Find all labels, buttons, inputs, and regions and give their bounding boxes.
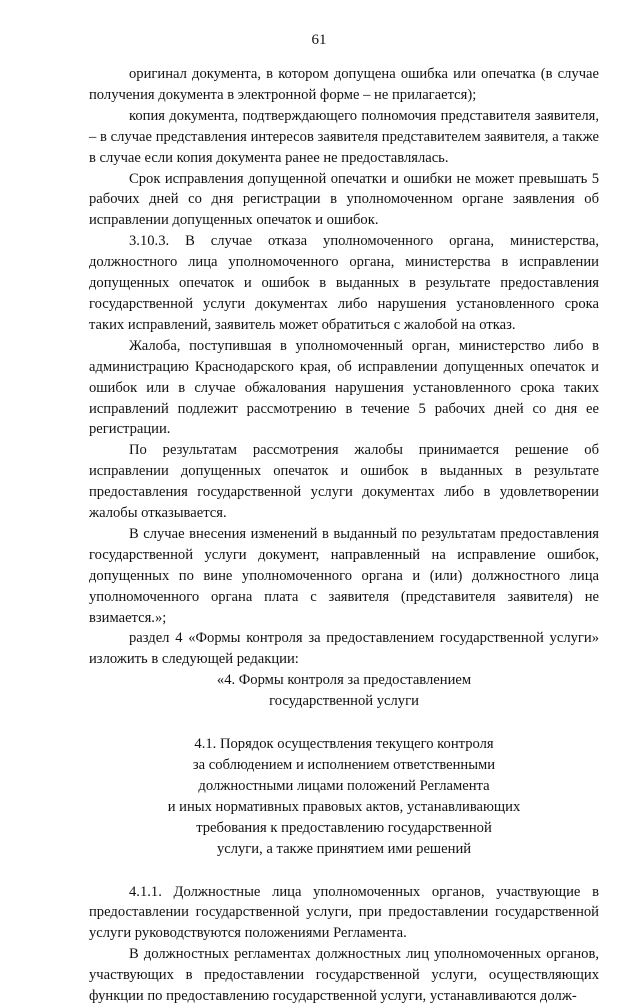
section-heading-line: государственной услуги xyxy=(269,693,419,710)
paragraph: В должностных регламентах должностных лиц уполномоченных органов, участвующих в предоставлении государственной услуги, осуществляющих функции по предоставлению государственной услуги, устанавливаются долж- xyxy=(89,946,599,1005)
subsection-heading-line: за соблюдением и исполнением ответственными xyxy=(192,757,496,773)
paragraph: оригинал документа, в котором допущена ошибка или опечатка (в случае получения документа в электронной форме – не прилагается); xyxy=(89,66,599,103)
subsection-heading-line: 4.1. Порядок осуществления текущего контроля xyxy=(194,736,494,753)
subsection-heading-line: и иных нормативных правовых актов, устанавливающих xyxy=(167,798,521,815)
paragraph: В случае внесения изменений в выданный по результатам предоставления государственной услуги документ, направленный на исправление ошибок, допущенных по вине уполномоченного органа и (или) должностного лица уполномоченного органа плата с заявителя (представителя заявителя) не взимается.»; xyxy=(89,525,599,626)
subsection-heading xyxy=(89,734,599,859)
subsection-heading-line: услуги, а также принятием ими решений xyxy=(216,840,472,857)
paragraph: Срок исправления допущенной опечатки и ошибки не может превышать 5 рабочих дней со дня регистрации в уполномоченном органе заявления об исправлении допущенных опечаток и ошибок. xyxy=(89,170,599,229)
paragraph: Жалоба, поступившая в уполномоченный орган, министерство либо в администрацию Краснодарского края, об исправлении допущенных опечаток и ошибок или в случае обжалования нарушения установленного срока таких исправлений подлежит рассмотрению в течение 5 рабочих дней со дня ее регистрации. xyxy=(89,337,599,438)
document-body xyxy=(89,64,599,1007)
paragraph: 4.1.1. Должностные лица уполномоченных органов, участвующие в предоставлении государственной услуги, при предоставлении государственной услуги руководствуются положениями Регламента. xyxy=(89,883,599,942)
paragraph: 3.10.3. В случае отказа уполномоченного органа, министерства, должностного лица уполномоченного органа, министерства в исправлении допущенных опечаток и ошибок в выданных в результате предоставления государственной услуги документах либо нарушения установленного срока таких исправлений, заявитель может обратиться с жалобой на отказ. xyxy=(89,233,599,333)
paragraph: раздел 4 «Формы контроля за предоставлением государственной услуги» изложить в следующей редакции: xyxy=(89,630,599,668)
section-heading xyxy=(89,670,599,712)
paragraph: По результатам рассмотрения жалобы принимается решение об исправлении допущенных опечаток и ошибок в выданных в результате предоставления государственной услуги документах либо в удовлетворении жалобы отказывается. xyxy=(89,442,599,522)
section-heading-line: «4. Формы контроля за предоставлением xyxy=(216,672,472,689)
paragraph: копия документа, подтверждающего полномочия представителя заявителя, – в случае представления интересов заявителя представителем заявителя, а также в случае если копия документа ранее не предоставлялась. xyxy=(89,107,599,166)
page-number: 61 xyxy=(311,32,327,48)
subsection-heading-line: должностными лицами положений Регламента xyxy=(198,777,490,794)
subsection-heading-line: требования к предоставлению государственной xyxy=(196,819,492,836)
